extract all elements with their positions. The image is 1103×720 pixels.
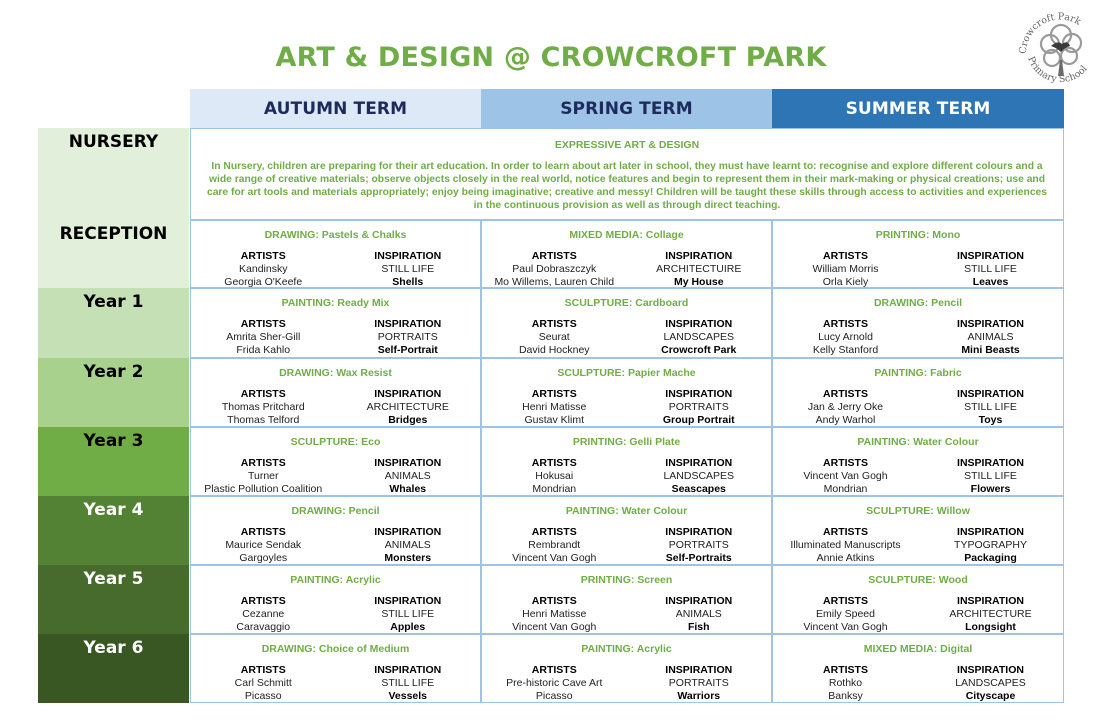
artists-column [191, 318, 336, 357]
artists-column [482, 526, 627, 565]
inspiration-theme: LANDSCAPES [663, 331, 735, 343]
inspiration-heading: INSPIRATION [665, 664, 733, 676]
artists-heading: ARTISTS [531, 664, 577, 676]
topic-cell-summer [772, 288, 1064, 358]
topic-cell-summer [772, 358, 1064, 427]
topic-title: SCULPTURE: Willow [866, 505, 970, 517]
artist-name: Kandinsky [239, 263, 288, 275]
artist-name: Hokusai [535, 470, 574, 482]
topic-title: PRINTING: Screen [580, 574, 673, 586]
inspiration-heading: INSPIRATION [374, 595, 442, 607]
inspiration-heading: INSPIRATION [957, 664, 1024, 676]
topic-cell-spring [481, 634, 772, 703]
artists-heading: ARTISTS [823, 250, 868, 262]
inspiration-theme: ARCHITECTURE [949, 608, 1032, 620]
topic-cell-spring [481, 496, 772, 565]
topic-title: DRAWING: Pastels & Chalks [264, 229, 407, 241]
inspiration-column [336, 318, 481, 357]
artist-name: Frida Kahlo [236, 344, 291, 356]
artist-name: Amrita Sher-Gill [226, 331, 301, 343]
inspiration-column [918, 457, 1063, 496]
artist-name: Gustav Klimt [524, 414, 584, 426]
inspiration-focus: Shells [392, 276, 424, 288]
artist-name: Illuminated Manuscripts [790, 539, 901, 551]
artist-name: David Hockney [518, 344, 590, 356]
artist-name: Pre-historic Cave Art [506, 677, 603, 689]
artist-name: Gargoyles [239, 552, 288, 564]
inspiration-column [918, 318, 1063, 357]
inspiration-column [336, 250, 481, 289]
artists-column [482, 318, 627, 357]
artists-heading: ARTISTS [240, 250, 286, 262]
artist-name: Plastic Pollution Coalition [204, 483, 323, 495]
year-label: Year 1 [38, 288, 189, 358]
artist-name: Henri Matisse [522, 401, 587, 413]
logo-text-top: Crowcroft Park [1017, 11, 1083, 55]
inspiration-theme: TYPOGRAPHY [954, 539, 1027, 551]
inspiration-column [336, 664, 481, 703]
artists-heading: ARTISTS [240, 595, 286, 607]
inspiration-heading: INSPIRATION [665, 250, 733, 262]
logo-text-bottom: Primary School [1025, 54, 1090, 86]
artist-name: Carl Schmitt [234, 677, 292, 689]
inspiration-heading: INSPIRATION [957, 318, 1024, 330]
artist-name: Vincent Van Gogh [803, 621, 888, 633]
artist-name: Banksy [828, 690, 863, 702]
artist-name: Andy Warhol [815, 414, 876, 426]
inspiration-focus: Whales [389, 483, 427, 495]
artist-name: Kelly Stanford [812, 344, 879, 356]
topic-cell-autumn [190, 220, 481, 288]
inspiration-focus: Seascapes [671, 483, 726, 495]
artist-name: Lucy Arnold [818, 331, 873, 343]
topic-cell-autumn [190, 288, 481, 358]
artist-name: Thomas Telford [227, 414, 300, 426]
inspiration-heading: INSPIRATION [957, 526, 1024, 538]
artist-name: Mo Willems, Lauren Child [494, 276, 615, 288]
artists-column [191, 388, 336, 427]
topic-cell-autumn [190, 496, 481, 565]
artists-heading: ARTISTS [823, 526, 868, 538]
inspiration-theme: STILL LIFE [964, 401, 1017, 413]
inspiration-theme: ARCHITECTURE [366, 401, 449, 413]
artists-heading: ARTISTS [531, 250, 577, 262]
inspiration-focus: Vessels [388, 690, 428, 702]
topic-title: SCULPTURE: Wood [868, 574, 968, 586]
inspiration-focus: Cityscape [965, 690, 1016, 702]
inspiration-theme: STILL LIFE [964, 470, 1017, 482]
inspiration-theme: ARCHITECTUIRE [656, 263, 742, 275]
artists-heading: ARTISTS [823, 457, 868, 469]
topic-cell-autumn [190, 427, 481, 496]
artists-heading: ARTISTS [240, 318, 286, 330]
inspiration-column [336, 388, 481, 427]
inspiration-heading: INSPIRATION [665, 457, 733, 469]
inspiration-focus: Longsight [965, 621, 1016, 633]
artists-column [191, 595, 336, 634]
topic-title: PRINTING: Gelli Plate [572, 436, 681, 448]
artist-name: Vincent Van Gogh [803, 470, 888, 482]
inspiration-focus: My House [673, 276, 724, 288]
inspiration-column [918, 526, 1063, 565]
inspiration-theme: PORTRAITS [668, 401, 729, 413]
inspiration-heading: INSPIRATION [374, 250, 442, 262]
artist-name: Thomas Pritchard [221, 401, 305, 413]
artist-name: Caravaggio [236, 621, 291, 633]
inspiration-focus: Toys [978, 414, 1003, 426]
year-label: Year 2 [38, 358, 189, 427]
artist-name: Rembrandt [528, 539, 581, 551]
artist-name: Henri Matisse [522, 608, 587, 620]
inspiration-heading: INSPIRATION [665, 318, 733, 330]
year-label: Year 6 [38, 634, 189, 703]
topic-title: PAINTING: Acrylic [290, 574, 381, 586]
artist-name: Orla Kiely [822, 276, 869, 288]
year-label: Year 4 [38, 496, 189, 565]
inspiration-theme: STILL LIFE [381, 263, 435, 275]
inspiration-column [627, 457, 772, 496]
artist-name: William Morris [812, 263, 879, 275]
year-label: Year 3 [38, 427, 189, 496]
artists-column [773, 388, 918, 427]
artists-heading: ARTISTS [823, 318, 868, 330]
inspiration-column [918, 388, 1063, 427]
inspiration-focus: Self-Portrait [377, 344, 438, 356]
topic-title: PRINTING: Mono [875, 229, 961, 241]
artist-name: Picasso [535, 690, 573, 702]
artist-name: Vincent Van Gogh [512, 552, 597, 564]
artists-heading: ARTISTS [240, 664, 286, 676]
inspiration-focus: Crowcroft Park [661, 344, 737, 356]
topic-title: DRAWING: Pencil [291, 505, 380, 517]
inspiration-focus: Monsters [384, 552, 432, 564]
inspiration-theme: STILL LIFE [964, 263, 1017, 275]
inspiration-theme: STILL LIFE [381, 677, 435, 689]
inspiration-column [918, 595, 1063, 634]
topic-title: DRAWING: Choice of Medium [261, 643, 410, 655]
inspiration-focus: Warriors [677, 690, 721, 702]
topic-cell-spring [481, 288, 772, 358]
artists-heading: ARTISTS [240, 457, 286, 469]
topic-cell-spring [481, 427, 772, 496]
topic-cell-autumn [190, 634, 481, 703]
inspiration-theme: ANIMALS [384, 539, 431, 551]
artists-column [482, 250, 627, 289]
inspiration-column [627, 595, 772, 634]
inspiration-heading: INSPIRATION [374, 318, 442, 330]
artists-column [191, 526, 336, 565]
artist-name: Georgia O'Keefe [224, 276, 303, 288]
artists-column [482, 664, 627, 703]
artists-column [482, 595, 627, 634]
inspiration-heading: INSPIRATION [957, 457, 1024, 469]
artist-name: Mondrian [532, 483, 577, 495]
topic-title: SCULPTURE: Eco [290, 436, 381, 448]
topic-title: PAINTING: Water Colour [565, 505, 688, 517]
artists-column [773, 595, 918, 634]
artist-name: Picasso [244, 690, 282, 702]
inspiration-column [918, 250, 1063, 289]
artists-heading: ARTISTS [531, 318, 577, 330]
inspiration-focus: Group Portrait [662, 414, 735, 426]
inspiration-theme: ANIMALS [967, 331, 1014, 343]
inspiration-column [336, 526, 481, 565]
topic-title: PAINTING: Ready Mix [281, 297, 390, 309]
inspiration-theme: ANIMALS [384, 470, 431, 482]
inspiration-heading: INSPIRATION [665, 388, 733, 400]
topic-cell-spring [481, 358, 772, 427]
artists-heading: ARTISTS [531, 388, 577, 400]
nursery-title: EXPRESSIVE ART & DESIGN [554, 139, 700, 151]
artist-name: Maurice Sendak [225, 539, 302, 551]
inspiration-theme: LANDSCAPES [663, 470, 735, 482]
term-header-summer: SUMMER TERM [772, 89, 1064, 129]
artist-name: Seurat [538, 331, 570, 343]
inspiration-theme: PORTRAITS [377, 331, 438, 343]
artist-name: Rothko [828, 677, 863, 689]
inspiration-column [918, 664, 1063, 703]
inspiration-focus: Self-Portraits [665, 552, 732, 564]
artists-column [482, 388, 627, 427]
artist-name: Turner [247, 470, 279, 482]
topic-cell-summer [772, 565, 1064, 634]
year-label: RECEPTION [38, 220, 189, 288]
artist-name: Jan & Jerry Oke [807, 401, 884, 413]
topic-title: DRAWING: Wax Resist [279, 367, 392, 379]
artists-column [773, 250, 918, 289]
inspiration-column [336, 595, 481, 634]
artists-column [482, 457, 627, 496]
artists-heading: ARTISTS [240, 388, 286, 400]
inspiration-heading: INSPIRATION [957, 595, 1024, 607]
topic-cell-summer [772, 427, 1064, 496]
topic-title: MIXED MEDIA: Digital [863, 643, 973, 655]
artists-heading: ARTISTS [531, 457, 577, 469]
inspiration-focus: Leaves [972, 276, 1009, 288]
inspiration-focus: Packaging [964, 552, 1017, 564]
inspiration-column [627, 250, 772, 289]
term-header-spring: SPRING TERM [481, 89, 772, 129]
artists-column [773, 457, 918, 496]
artists-column [191, 457, 336, 496]
artist-name: Annie Atkins [816, 552, 875, 564]
artists-column [773, 526, 918, 565]
inspiration-column [627, 318, 772, 357]
artist-name: Cezanne [242, 608, 285, 620]
topic-cell-autumn [190, 565, 481, 634]
artists-column [191, 664, 336, 703]
artist-name: Paul Dobraszczyk [512, 263, 597, 275]
inspiration-column [336, 457, 481, 496]
school-logo-icon [1014, 2, 1102, 90]
topic-cell-summer [772, 496, 1064, 565]
inspiration-focus: Flowers [970, 483, 1011, 495]
nursery-text: In Nursery, children are preparing for their art education. In order to learn about art later in school, they must have learnt to: recognise and explore different colours and a wide range of creative materials; observe objects closely in the real world, notice features and begin to represent them in their mark-making or physical creations; use and care for art tools and materials appropriately; enjoy being imaginative; creative and messy! Children will be taught these skills through access to activities and experiences in the continuous provision as well as through direct teaching. [206, 161, 1048, 211]
inspiration-theme: STILL LIFE [381, 608, 435, 620]
artists-column [773, 664, 918, 703]
artist-name: Vincent Van Gogh [512, 621, 597, 633]
inspiration-focus: Fish [687, 621, 710, 633]
artists-heading: ARTISTS [531, 595, 577, 607]
inspiration-focus: Bridges [388, 414, 428, 426]
inspiration-column [627, 664, 772, 703]
inspiration-heading: INSPIRATION [374, 664, 442, 676]
topic-title: SCULPTURE: Cardboard [564, 297, 689, 309]
artists-column [191, 250, 336, 289]
artist-name: Emily Speed [816, 608, 875, 620]
year-label: Year 5 [38, 565, 189, 634]
inspiration-heading: INSPIRATION [665, 526, 733, 538]
inspiration-theme: ANIMALS [675, 608, 722, 620]
term-header-autumn: AUTUMN TERM [190, 89, 481, 129]
page-title: ART & DESIGN @ CROWCROFT PARK [275, 42, 827, 73]
inspiration-heading: INSPIRATION [957, 388, 1024, 400]
artists-heading: ARTISTS [823, 664, 868, 676]
inspiration-theme: LANDSCAPES [955, 677, 1026, 689]
nursery-description [190, 128, 1064, 220]
topic-cell-summer [772, 220, 1064, 288]
topic-cell-spring [481, 565, 772, 634]
topic-title: PAINTING: Fabric [874, 367, 962, 379]
topic-title: MIXED MEDIA: Collage [569, 229, 684, 241]
artist-name: Mondrian [823, 483, 868, 495]
inspiration-column [627, 388, 772, 427]
inspiration-heading: INSPIRATION [957, 250, 1024, 262]
inspiration-focus: Apples [390, 621, 426, 633]
topic-title: SCULPTURE: Papier Mache [557, 367, 696, 379]
inspiration-column [627, 526, 772, 565]
inspiration-theme: PORTRAITS [668, 539, 729, 551]
inspiration-heading: INSPIRATION [374, 388, 442, 400]
topic-cell-summer [772, 634, 1064, 703]
artists-heading: ARTISTS [823, 388, 868, 400]
artists-column [773, 318, 918, 357]
inspiration-heading: INSPIRATION [665, 595, 733, 607]
topic-cell-spring [481, 220, 772, 288]
artists-heading: ARTISTS [531, 526, 577, 538]
artists-heading: ARTISTS [240, 526, 286, 538]
inspiration-focus: Mini Beasts [961, 344, 1020, 356]
artists-heading: ARTISTS [823, 595, 868, 607]
inspiration-heading: INSPIRATION [374, 457, 442, 469]
topic-title: DRAWING: Pencil [873, 297, 963, 309]
year-label-nursery: NURSERY [38, 128, 189, 220]
topic-title: PAINTING: Acrylic [581, 643, 672, 655]
topic-title: PAINTING: Water Colour [857, 436, 979, 448]
inspiration-heading: INSPIRATION [374, 526, 442, 538]
inspiration-theme: PORTRAITS [668, 677, 729, 689]
topic-cell-autumn [190, 358, 481, 427]
